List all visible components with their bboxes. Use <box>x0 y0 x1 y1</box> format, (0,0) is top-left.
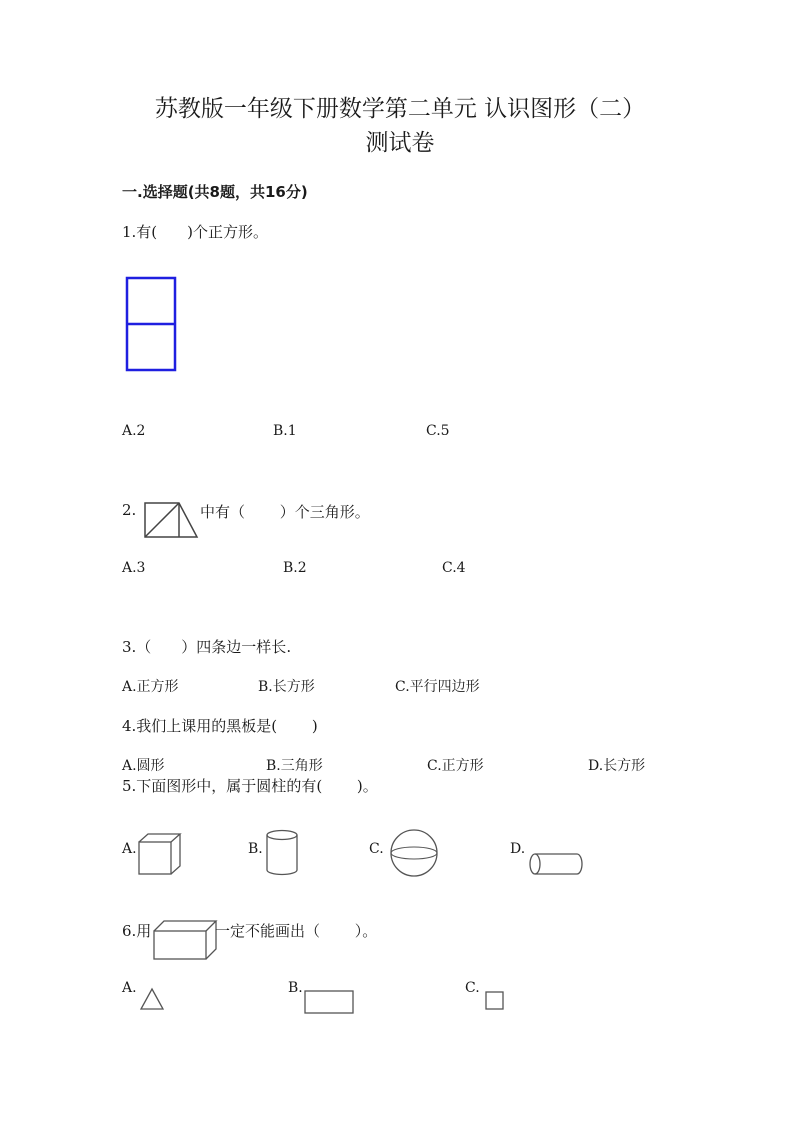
page-subtitle: 测试卷 <box>365 130 435 156</box>
question-4-option-b[interactable]: B.三角形 <box>266 758 323 774</box>
question-2-option-b[interactable]: B.2 <box>283 560 307 576</box>
question-6-stem-prefix: 6.用 <box>122 922 152 940</box>
page-title: 苏教版一年级下册数学第二单元 认识图形（二） <box>154 96 646 122</box>
question-3-option-a[interactable]: A.正方形 <box>122 679 179 695</box>
section-heading: 一.选择题(共8题，共16分) <box>122 183 308 201</box>
question-5-option-c[interactable]: C. <box>369 841 384 857</box>
question-6-option-b[interactable]: B. <box>288 980 303 996</box>
question-4-option-c[interactable]: C.正方形 <box>427 758 484 774</box>
sphere-figure <box>389 828 439 878</box>
question-1-option-a[interactable]: A.2 <box>122 423 146 439</box>
question-3-option-c[interactable]: C.平行四边形 <box>395 679 480 695</box>
question-2-stem-prefix: 2. <box>122 501 137 519</box>
trapezoid-with-diagonals-figure <box>143 501 199 539</box>
question-2-option-c[interactable]: C.4 <box>442 560 466 576</box>
question-6-stem-suffix: 一定不能画出（ ）。 <box>215 922 378 940</box>
question-2-stem-suffix: 中有（ ）个三角形。 <box>200 503 370 521</box>
question-3-option-b[interactable]: B.长方形 <box>258 679 315 695</box>
question-4-option-d[interactable]: D.长方形 <box>588 758 646 774</box>
cube-figure <box>137 832 183 876</box>
triangle-figure <box>139 987 165 1011</box>
question-4-stem: 4.我们上课用的黑板是( ) <box>122 717 318 735</box>
question-6-option-c[interactable]: C. <box>465 980 480 996</box>
question-6-option-a[interactable]: A. <box>122 980 137 996</box>
question-3-stem: 3.（ ）四条边一样长. <box>122 638 292 656</box>
cuboid-figure <box>152 919 218 961</box>
small-square-figure <box>484 990 506 1012</box>
question-5-stem: 5.下面图形中，属于圆柱的有( )。 <box>122 777 378 795</box>
question-2-option-a[interactable]: A.3 <box>122 560 146 576</box>
rectangle-figure <box>303 989 355 1015</box>
question-1-option-c[interactable]: C.5 <box>426 423 450 439</box>
question-5-option-b[interactable]: B. <box>248 841 263 857</box>
question-1-option-b[interactable]: B.1 <box>273 423 297 439</box>
upright-cylinder-figure <box>265 829 299 877</box>
question-4-option-a[interactable]: A.圆形 <box>122 758 165 774</box>
lying-cylinder-figure <box>527 851 585 877</box>
question-5-option-d[interactable]: D. <box>510 841 526 857</box>
two-stacked-squares-figure <box>125 276 179 372</box>
question-5-option-a[interactable]: A. <box>122 841 137 857</box>
question-1-stem: 1.有( )个正方形。 <box>122 223 269 241</box>
